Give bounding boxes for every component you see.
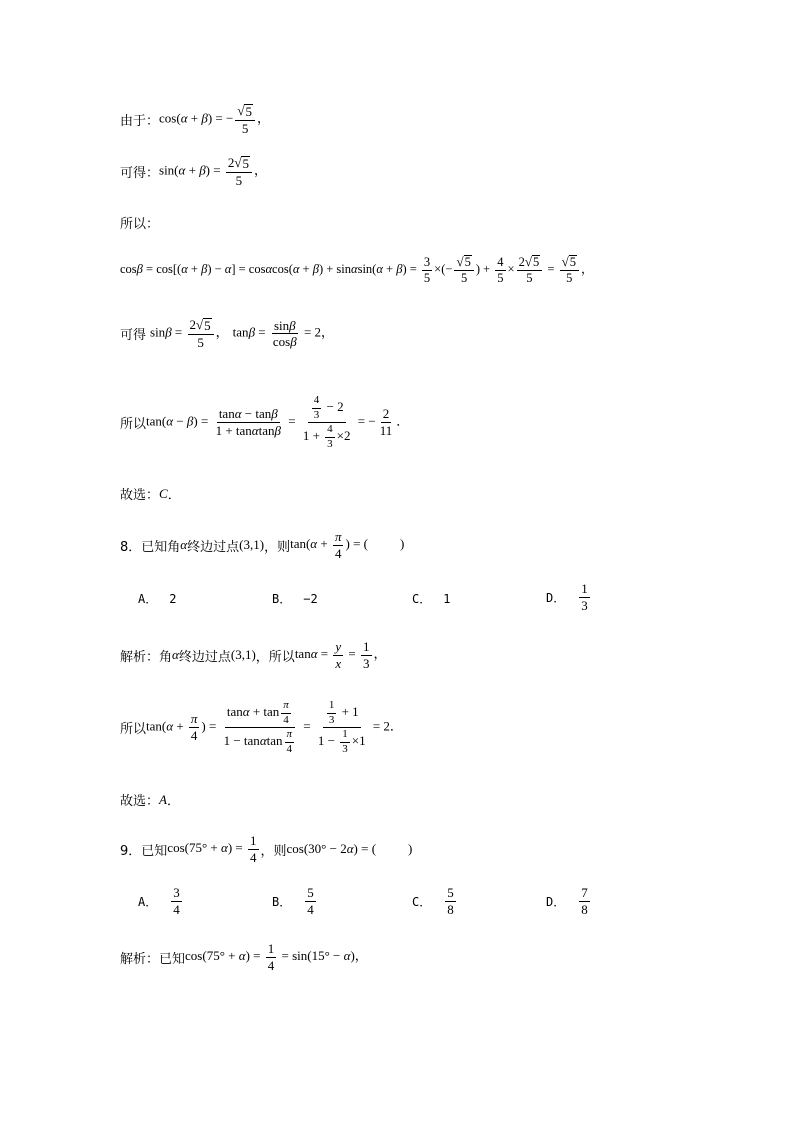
sol9-text-before: 已知 (159, 951, 186, 967)
q8-option-d[interactable]: D． $\frac{1}{3}$ (546, 581, 588, 613)
question-9 (120, 834, 754, 864)
q9-option-d-frac: $\frac{7}{8}$ (581, 885, 588, 917)
sol8-text-mid: 终边过点 (178, 649, 231, 665)
q9-option-c-frac: $\frac{5}{8}$ (447, 885, 454, 917)
q9-option-c[interactable]: C． $\frac{5}{8}$ (412, 885, 454, 917)
sol8b-expr: tan(α + $\frac{\pi}{4}$ ) = tanα + tan $\frac{\pi}{4}$ 1 − tanαtan $\frac{\pi}{4}$ = $\frac{1}{3}$ + 1 1 − $\frac{1}{3}$ ×1 = 2． (146, 699, 403, 755)
q8-alpha: α (180, 537, 188, 553)
q9-option-b[interactable]: B． $\frac{5}{4}$ (272, 885, 314, 917)
sol8-tan-alpha: tanα = $\frac{y}{x}$ = $\frac{1}{3}$ ， (294, 639, 387, 671)
line-tan-alpha-minus-beta (120, 395, 754, 450)
q8-point: (3,1) (239, 537, 265, 553)
label-youyu: 由于： (120, 114, 160, 130)
line-answer-8: 故选： A ． (120, 791, 180, 809)
sol8-alpha: α (172, 647, 179, 663)
line-cos-beta-expansion (120, 255, 754, 285)
q8-text-before: 已知角 (141, 539, 181, 555)
q8-text-then: ，则 (264, 539, 291, 555)
sol9-expr: cos(75° + α) = $\frac{1}{4}$ = sin(15° − α)， (185, 941, 368, 973)
q8-option-c[interactable]: C． 1 (412, 591, 451, 606)
q8-option-d-frac: $\frac{1}{3}$ (581, 581, 588, 613)
line-suoyi (120, 213, 754, 232)
expr-cos-alpha-beta: cos(α + β) = − √ 5 5 ， (159, 103, 270, 136)
q8-option-b[interactable]: B． −2 (272, 591, 318, 606)
q9-number: 9． (120, 843, 142, 859)
expr-cos-beta: cosβ = cos[(α + β) − α] = cosαcos(α + β) + sinαsin(α + β) = $\frac{3}{5}$ ×(− √ 5 5 ) + $\frac{4}{5}$ × 2 √ 5 5 = √ 5 5 ， (120, 254, 594, 286)
q8-number: 8． (120, 539, 142, 555)
q9-option-b-frac: $\frac{5}{4}$ (307, 885, 314, 917)
label-guxuan: 故选： (120, 488, 160, 503)
label-kede2: 可得 (120, 328, 147, 344)
solution-8-line-1 (120, 640, 754, 670)
q9-expr: cos(30° − 2α) = ( ) (286, 841, 413, 857)
line-answer-7: 故选： C ． (120, 485, 181, 503)
line-sin-tan-beta (120, 318, 754, 349)
label-guxuan-8: 故选： (120, 794, 160, 809)
sol9-label: 解析： (120, 951, 160, 967)
q9-option-a-frac: $\frac{3}{4}$ (173, 885, 180, 917)
sol8-text-before: 角 (159, 649, 173, 665)
expr-sin-beta: sinβ = 2 √ 5 5 ， tanβ = $\frac{\sin\beta}{\cos\beta}$ = 2， (150, 317, 335, 350)
sol8-label: 解析： (120, 649, 160, 665)
q9-given: cos(75° + α) = $\frac{1}{4}$ (167, 833, 257, 865)
expr-sin-alpha-beta: sin(α + β) = 2 √ 5 5 ， (159, 155, 267, 188)
solution-9 (120, 942, 754, 972)
answer-choice-8: A (159, 791, 167, 807)
label-suoyi: 所以： (120, 217, 160, 232)
sol8b-label: 所以 (120, 722, 147, 738)
line-given-cos (120, 104, 754, 135)
q9-text-before: 已知 (141, 843, 168, 859)
q9-option-a[interactable]: A． $\frac{3}{4}$ (138, 885, 180, 917)
q8-text-mid: 终边过点 (187, 539, 240, 555)
sol8-text-then: ，所以 (255, 649, 295, 665)
q8-option-a[interactable]: A． 2 (138, 591, 177, 606)
question-8 (120, 530, 754, 560)
q8-expr: tan(α + $\frac{\pi}{4}$ ) = ( ) (290, 529, 405, 561)
solution-8-line-2 (120, 700, 754, 755)
answer-choice-7: C (159, 485, 168, 501)
label-suoyi2: 所以 (120, 417, 147, 433)
line-derive-sin (120, 156, 754, 187)
label-kede: 可得： (120, 166, 160, 182)
q9-text-then: ，则 (260, 843, 287, 859)
sol8-point: (3,1) (230, 647, 256, 663)
expr-tan-diff: tan(α − β) = $\frac{\tan\alpha - \tan\beta}{1 + \tan\alpha\tan\beta}$ = $\frac{4}{3}$ − 2 1 + $\frac{4}{3}$ ×2 = − $\frac{2}{11}$ ． (146, 394, 410, 450)
q9-option-d[interactable]: D． $\frac{7}{8}$ (546, 885, 588, 917)
